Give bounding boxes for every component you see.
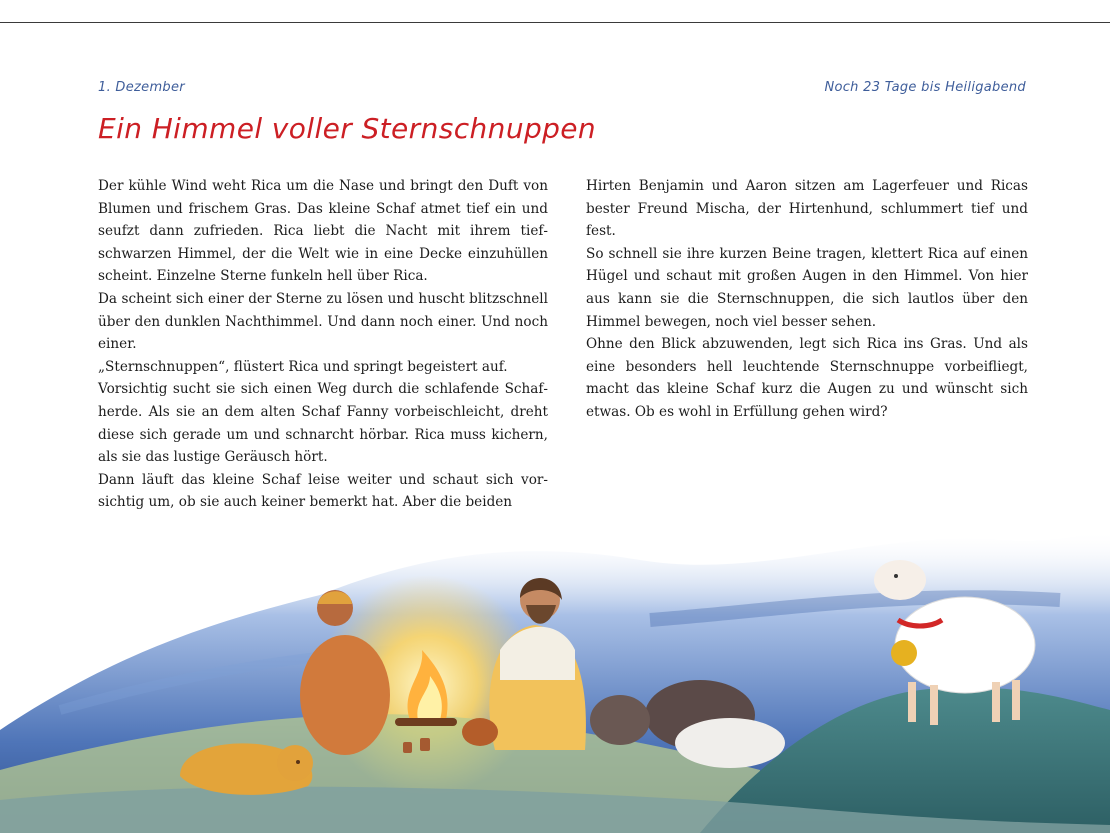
sleeping-sheep [675,718,785,768]
paragraph: Hirten Benjamin und Aaron sitzen am Lagerfeuer und Ricas bester Freund Mischa, der Hirtenhund, schlummert tief und fest. [586,178,1028,240]
countdown-header: Noch 23 Tage bis Heiligabend [824,80,1026,95]
cup [403,742,412,753]
sheep-leg [992,682,1000,722]
paragraph: Ohne den Blick abzuwenden, legt sich Rica ins Gras. Und als eine besonders hell leuchtende Sternschnuppe vorbeifliegt, macht das kleine Schaf kurz die Augen zu und wünscht sich etwas. Ob es wohl in Erfüllung gehen wird? [586,336,1028,420]
story-title: Ein Himmel voller Sternschnuppen [98,112,597,145]
paragraph: Vorsichtig sucht sie sich einen Weg durch die schlafende Schafherde. Als sie an dem alten Schaf Fanny vorbeischleicht, dreht diese sich gerade um und schnarcht hörbar. Rica muss kichern, als sie das lustige Geräusch hört. [98,381,548,466]
shepherd-benjamin [300,635,390,755]
paragraph: „Sternschnuppen“, flüstert Rica und springt begeistert auf. [98,358,508,375]
paragraph: Da scheint sich einer der Sterne zu lösen und huscht blitzschnell über den dunklen Nachthimmel. Und dann noch einer. Und noch einer. [98,290,548,353]
paragraph: So schnell sie ihre kurzen Beine tragen, klettert Rica auf einen Hügel und schaut mit großen Augen in den Himmel. Von hier aus kann sie die Sternschnuppen, die sich lautlos über den Himmel bewegen, noch viel besser sehen. [586,245,1028,330]
campfire-illustration [0,500,1110,833]
dog-head [277,745,313,781]
sheep-rica-body [895,597,1035,693]
sleeping-sheep [590,695,650,745]
dog-eye [296,760,300,764]
sheep-leg [908,682,916,722]
teapot [462,718,498,746]
text-column-left [98,175,548,514]
paragraph: Dann läuft das kleine Schaf leise weiter und schaut sich vorsichtig um, ob sie auch keiner bemerkt hat. Aber die beiden [98,471,548,511]
date-header: 1. Dezember [98,80,185,95]
cup [420,738,430,751]
text-column-right [586,175,1028,424]
sheep-bell [891,640,917,666]
sheep-rica-head [874,560,926,600]
log [395,718,457,726]
sheep-leg [1012,680,1020,720]
sheep-eye [894,574,898,578]
sheep-leg [930,685,938,725]
paragraph: Der kühle Wind weht Rica um die Nase und bringt den Duft von Blumen und frischem Gras. Das kleine Schaf atmet tief ein und seufzt dann zufrieden. Rica liebt die Nacht mit ihrem tiefschwarzen Himmel, der die Welt wie in eine Decke einzuhüllen scheint. Einzelne Sterne funkeln hell über Rica. [98,178,548,285]
